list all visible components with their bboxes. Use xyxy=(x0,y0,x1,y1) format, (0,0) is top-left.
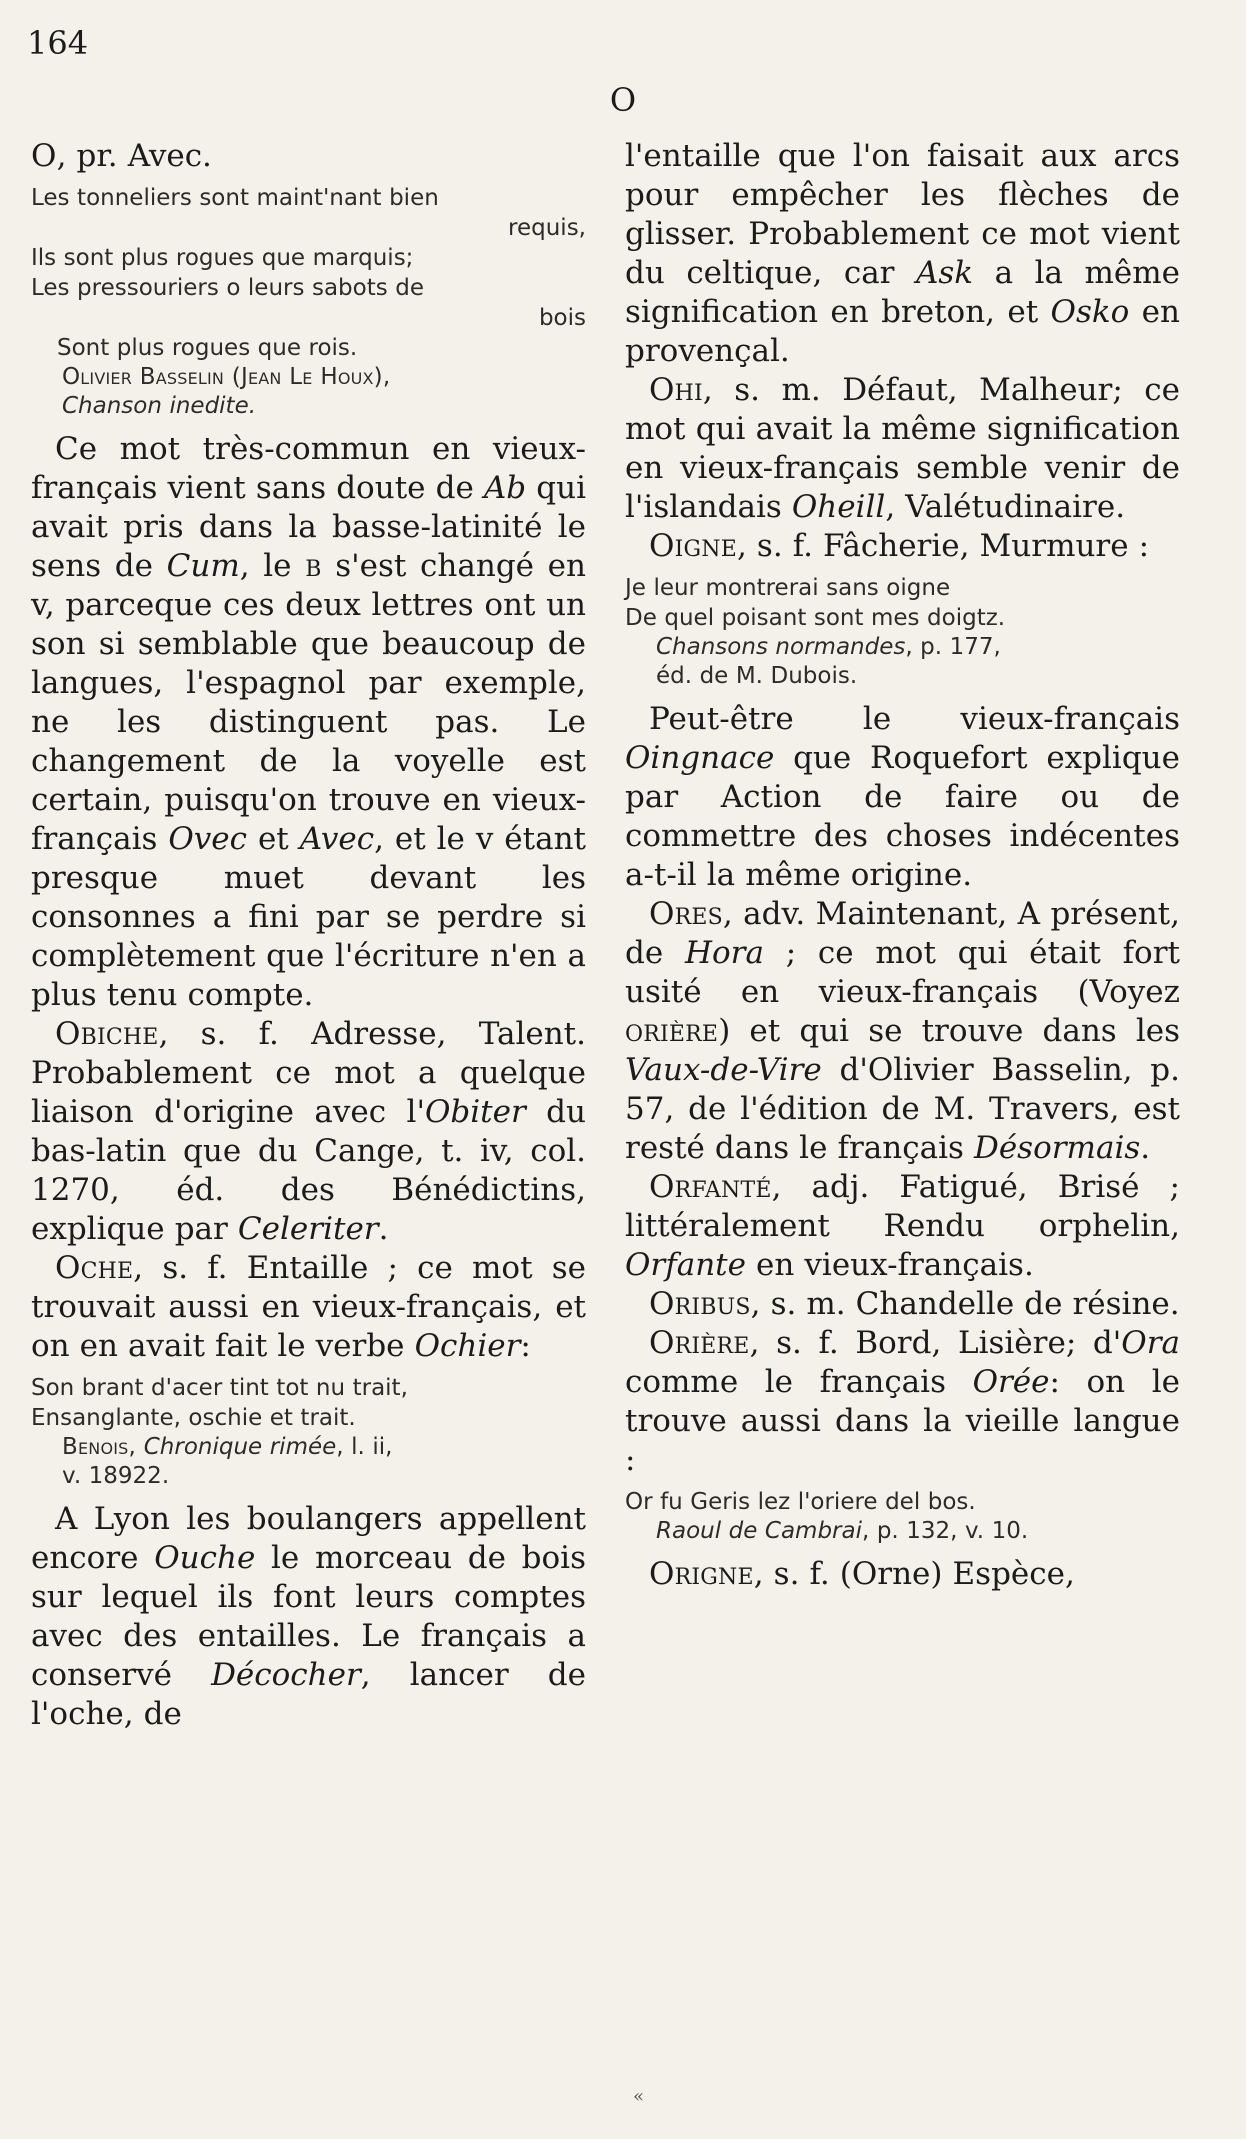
headword-oche: Oche xyxy=(55,1250,134,1286)
entry-ohi xyxy=(625,371,1180,527)
quote-line: Or fu Geris lez l'oriere del bos. xyxy=(625,1489,976,1515)
entry-oriere xyxy=(625,1324,1180,1480)
entry-o-text: , pr. Avec. xyxy=(56,138,212,174)
italic-word: Celeriter xyxy=(237,1211,379,1247)
text-span: en vieux-français. xyxy=(745,1247,1034,1283)
quote-source xyxy=(625,633,1180,662)
etymology-paragraph xyxy=(31,430,586,1015)
italic-word: Désormais xyxy=(973,1130,1141,1166)
text-span: : on le trouve aussi dans la vieille langue : xyxy=(625,1364,1180,1478)
quote-reference: , l. ii, xyxy=(336,1434,393,1460)
entry-origne xyxy=(625,1555,1180,1594)
quotation-chansons xyxy=(625,573,1180,691)
entry-oche xyxy=(31,1249,586,1366)
quotation-raoul xyxy=(625,1487,1180,1546)
entry-o xyxy=(31,137,586,176)
text-span: l'entaille que l'on faisait aux arcs pour empêcher les flèches de glisser. Probablement ce mot vient du celtique, car xyxy=(625,138,1180,291)
quote-edition: éd. de M. Dubois. xyxy=(656,663,858,689)
text-span: ) et qui se trouve dans les xyxy=(718,1013,1180,1049)
text-span: que Roquefort explique par Action de faire ou de commettre des choses indécentes a-t-il la même origine. xyxy=(625,740,1180,893)
continued-paragraph xyxy=(625,137,1180,371)
italic-word: Orée xyxy=(972,1364,1050,1400)
quote-source xyxy=(31,1433,586,1462)
bottom-print-mark: « xyxy=(633,2086,645,2107)
headword-o: O xyxy=(31,138,57,174)
text-span: d'Olivier Basselin, p. 57, de l'édition de M. Travers, est resté dans le français xyxy=(625,1052,1180,1166)
quote-line: Ensanglante, oschie et trait. xyxy=(31,1405,356,1431)
headword-oribus: Oribus xyxy=(649,1286,751,1322)
italic-word: Avec xyxy=(299,821,375,857)
headword-ohi: Ohi xyxy=(649,372,703,408)
quote-line: Les pressouriers o leurs sabots de xyxy=(31,275,424,301)
text-span: s'est changé en v, parceque ces deux lettres ont un son si semblable que beaucoup de langues, l'espagnol par exemple, ne les distinguent pas. Le changement de la voyelle est certain, puisqu'on trouve en vieux-français xyxy=(31,548,586,857)
text-span: , adj. Fatigué, Brisé ; littéralement Rendu orphelin, xyxy=(625,1169,1180,1244)
quote-line: requis, xyxy=(508,215,586,241)
italic-word: Ab xyxy=(483,470,527,506)
left-column xyxy=(31,137,586,1734)
italic-word: Ouche xyxy=(154,1540,256,1576)
small-caps-letter: b xyxy=(305,548,322,584)
text-span: ; ce mot qui était fort usité en vieux-français (Voyez xyxy=(625,935,1180,1010)
italic-word: Oheill xyxy=(791,489,886,525)
right-column xyxy=(625,137,1180,1594)
quote-line: Sont plus rogues que rois. xyxy=(57,335,358,361)
text-span: a la même signification en breton, et xyxy=(625,255,1180,330)
text-span: , et le v étant presque muet devant les consonnes a fini par se perdre si complètement que l'écriture n'en a plus tenu compte. xyxy=(31,821,586,1013)
italic-word: Obiter xyxy=(424,1094,526,1130)
quote-line: Son brant d'acer tint tot nu trait, xyxy=(31,1375,408,1401)
text-span: Peut-être le vieux-français xyxy=(649,701,1180,737)
quote-author: Benois, xyxy=(62,1434,144,1460)
text-span: , le xyxy=(239,548,306,584)
quote-line: Les tonneliers sont maint'nant bien xyxy=(31,185,439,211)
italic-title: Raoul de Cambrai xyxy=(656,1518,862,1544)
italic-word: Oingnace xyxy=(625,740,775,776)
text-span: en provençal. xyxy=(625,294,1180,369)
italic-title: Chronique rimée xyxy=(143,1434,337,1460)
quote-reference: , p. 177, xyxy=(905,634,1001,660)
text-span: , s. f. Entaille ; ce mot se trouvait aussi en vieux-français, et on en avait fait le verbe xyxy=(31,1250,586,1364)
italic-word: Ochier xyxy=(414,1328,521,1364)
entry-oribus xyxy=(625,1285,1180,1324)
italic-word: Vaux-de-Vire xyxy=(625,1052,822,1088)
text-span: , s. f. Bord, Lisière; d' xyxy=(749,1325,1122,1361)
text-span: , Valétudinaire. xyxy=(885,489,1126,525)
text-span: . xyxy=(1140,1130,1151,1166)
text-span: A Lyon les boulangers appellent encore xyxy=(31,1501,586,1576)
text-span: le morceau de bois sur lequel ils font leurs comptes avec des entailles. Le français a conservé xyxy=(31,1540,587,1693)
entry-ores xyxy=(625,895,1180,1168)
entry-obiche xyxy=(31,1015,586,1249)
italic-word: Ovec xyxy=(168,821,247,857)
italic-word: Décocher xyxy=(211,1657,361,1693)
page-number: 164 xyxy=(27,24,89,62)
headword-orfante: Orfanté xyxy=(649,1169,772,1205)
italic-word: Cum xyxy=(166,548,240,584)
quote-line: bois xyxy=(538,305,586,331)
text-span: comme le français xyxy=(625,1364,973,1400)
small-caps-reference: orière xyxy=(625,1013,719,1049)
quote-verse: v. 18922. xyxy=(62,1463,170,1489)
quote-line: De quel poisant sont mes doigtz. xyxy=(625,605,1006,631)
lyon-paragraph xyxy=(31,1500,586,1734)
text-span: , s. f. Fâcherie, Murmure : xyxy=(737,528,1150,564)
text-span: . xyxy=(378,1211,389,1247)
text-span: , s. m. Chandelle de résine. xyxy=(750,1286,1180,1322)
entry-oigne xyxy=(625,527,1180,566)
headword-obiche: Obiche xyxy=(55,1016,159,1052)
text-span: du bas-latin que du Cange, t. iv, col. 1270, éd. des Bénédictins, explique par xyxy=(31,1094,586,1247)
text-span: : xyxy=(520,1328,531,1364)
text-span: Ce mot très-commun en vieux-français vient sans doute de xyxy=(31,431,586,506)
headword-oriere: Orière xyxy=(649,1325,750,1361)
quote-source xyxy=(625,1517,1180,1546)
italic-title: Chansons normandes xyxy=(656,634,906,660)
italic-word: Orfante xyxy=(625,1247,746,1283)
text-span: , s. f. (Orne) Espèce, xyxy=(753,1556,1075,1592)
text-span: et xyxy=(247,821,300,857)
quote-author: Olivier Basselin (Jean Le Houx), xyxy=(62,364,391,390)
text-span: , s. f. Adresse, Talent. Probablement ce mot a quelque liaison d'origine avec l' xyxy=(31,1016,586,1130)
quotation-basselin xyxy=(31,183,586,421)
quote-reference: , p. 132, v. 10. xyxy=(862,1518,1029,1544)
headword-ores: Ores xyxy=(649,896,723,932)
entry-orfante xyxy=(625,1168,1180,1285)
italic-word: Ora xyxy=(1121,1325,1180,1361)
quote-line: Je leur montrerai sans oigne xyxy=(625,575,951,601)
section-letter: O xyxy=(609,81,637,119)
text-span: , adv. Maintenant, A présent, de xyxy=(625,896,1180,971)
quote-line: Ils sont plus rogues que marquis; xyxy=(31,245,414,271)
quote-source: Chanson inedite. xyxy=(62,393,257,419)
headword-oigne: Oigne xyxy=(649,528,737,564)
text-span: , s. m. Défaut, Malheur; ce mot qui avait la même signification en vieux-français semble venir de l'islandais xyxy=(625,372,1180,525)
oingnace-paragraph xyxy=(625,700,1180,895)
text-span: qui avait pris dans la basse-latinité le sens de xyxy=(31,470,586,584)
quotation-benois xyxy=(31,1373,586,1491)
text-span: , lancer de l'oche, de xyxy=(31,1657,586,1732)
headword-origne: Origne xyxy=(649,1556,754,1592)
italic-word: Hora xyxy=(684,935,764,971)
italic-word: Osko xyxy=(1050,294,1130,330)
italic-word: Ask xyxy=(916,255,974,291)
